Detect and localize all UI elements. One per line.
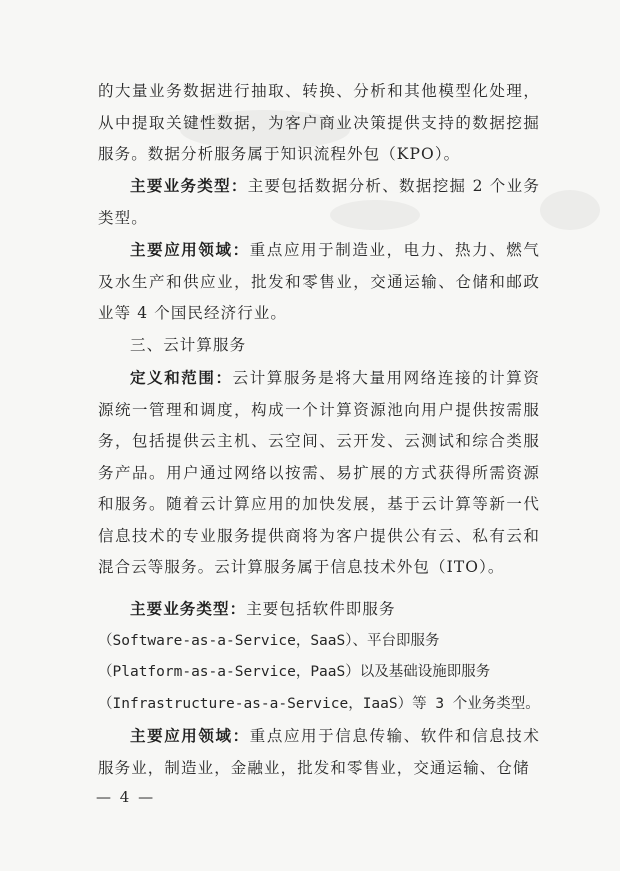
scan-smudge	[540, 190, 600, 230]
paragraph-cloud-application-fields	[98, 720, 540, 784]
paragraph-text: （Software-as-a-Service，SaaS）、平台即服务	[98, 632, 440, 649]
paragraph-text: 的大量业务数据进行抽取、转换、分析和其他模型化处理，从中提取关键性数据，为客户商业决策提供支持的数据挖掘服务。数据分析服务属于知识流程外包（KPO）。	[98, 82, 540, 163]
label-application-fields: 主要应用领域：	[130, 726, 250, 745]
label-definition-scope: 定义和范围：	[130, 368, 233, 387]
paragraph-text: 重点应用于制造业，电力、热力、燃气及水生产和供应业，批发和零售业，交通运输、仓储和邮政业等 4 个国民经济行业。	[98, 241, 541, 322]
paragraph-application-fields	[98, 234, 540, 330]
paragraph-text: 重点应用于信息传输、软件和信息技术服务业，制造业，金融业，批发和零售业，交通运输、仓储	[98, 727, 541, 777]
section-heading	[98, 330, 540, 362]
paragraph-cloud-definition	[98, 362, 540, 584]
paragraph-text: 主要包括软件即服务	[246, 600, 396, 618]
section-title: 三、云计算服务	[130, 336, 247, 354]
label-application-fields: 主要应用领域：	[130, 240, 250, 259]
label-business-types: 主要业务类型：	[130, 176, 248, 195]
paragraph-business-types	[98, 170, 540, 234]
paragraph-cloud-business-types	[98, 593, 540, 720]
page-number: — 4 —	[96, 788, 156, 806]
paragraph-text: （Platform-as-a-Service，PaaS）以及基础设施即服务	[98, 664, 491, 680]
paragraph-text: 云计算服务是将大量用网络连接的计算资源统一管理和调度，构成一个计算资源池向用户提供按需服务，包括提供云主机、云空间、云开发、云测试和综合类服务产品。用户通过网络以按需、易扩展的方式获得所需资源和服务。随着云计算应用的加快发展，基于云计算等新一代信息技术的专业服务提供商将为客户提供公有云、私有云和混合云等服务。云计算服务属于信息技术外包（ITO）。	[98, 369, 540, 576]
paragraph-text: （Infrastructure-as-a-Service，IaaS）等 3 个业务类型。	[98, 695, 540, 712]
paragraph-text: 主要包括数据分析、数据挖掘 2 个业务类型。	[98, 177, 540, 227]
paragraph-data-analysis-definition	[98, 76, 540, 171]
label-business-types: 主要业务类型：	[130, 599, 247, 618]
